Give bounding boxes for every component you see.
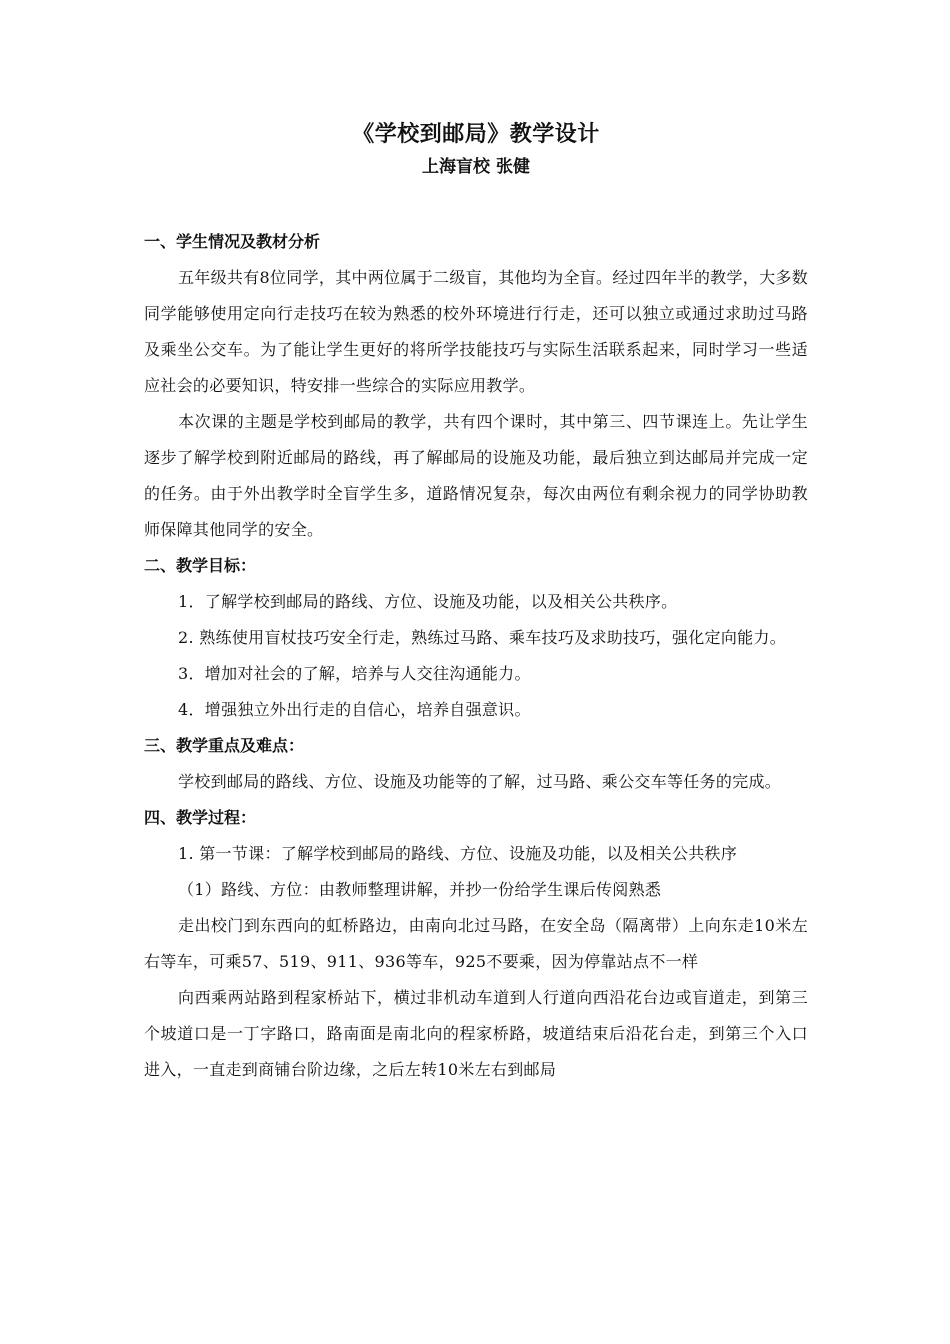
paragraph: 五年级共有8位同学，其中两位属于二级盲，其他均为全盲。经过四年半的教学，大多数同学能够使用定向行走技巧在较为熟悉的校外环境进行行走，还可以独立或通过求助过马路及乘坐公交车。为了能让学生更好的将所学技能技巧与实际生活联系起来，同时学习一些适应社会的必要知识，特安排一些综合的实际应用教学。	[144, 268, 808, 395]
paragraph: （1）路线、方位：由教师整理讲解，并抄一份给学生课后传阅熟悉	[178, 880, 662, 899]
paragraph: 走出校门到东西向的虹桥路边，由南向北过马路，在安全岛（隔离带）上向东走10米左右等车，可乘57、519、911、936等车，925不要乘，因为停靠站点不一样	[144, 916, 808, 971]
goal-item: 1．了解学校到邮局的路线、方位、设施及功能，以及相关公共秩序。	[178, 592, 678, 611]
section-teaching-process	[144, 800, 808, 1088]
section-heading: 三、教学重点及难点：	[144, 736, 305, 755]
document-author: 上海盲校 张健	[422, 157, 530, 177]
paragraph: 本次课的主题是学校到邮局的教学，共有四个课时，其中第三、四节课连上。先让学生逐步了解学校到附近邮局的路线，再了解邮局的设施及功能，最后独立到达邮局并完成一定的任务。由于外出教学时全盲学生多，道路情况复杂，每次由两位有剩余视力的同学协助教师保障其他同学的安全。	[144, 412, 808, 539]
document-title: 《学校到邮局》教学设计	[352, 122, 600, 147]
paragraph: 学校到邮局的路线、方位、设施及功能等的了解，过马路、乘公交车等任务的完成。	[178, 772, 782, 791]
section-heading: 四、教学过程：	[144, 808, 257, 827]
paragraph: 向西乘两站路到程家桥站下，横过非机动车道到人行道向西沿花台边或盲道走，到第三个坡道口是一丁字路口，路南面是南北向的程家桥路，坡道结束后沿花台走，到第三个入口进入，一直走到商铺台阶边缘，之后左转10米左右到邮局	[144, 988, 808, 1079]
section-heading: 一、学生情况及教材分析	[144, 232, 321, 251]
section-teaching-goals	[144, 548, 808, 728]
goal-item: 3．增加对社会的了解，培养与人交往沟通能力。	[178, 664, 531, 683]
section-key-points	[144, 728, 808, 800]
section-student-analysis	[144, 224, 808, 548]
section-heading: 二、教学目标：	[144, 556, 257, 575]
document-page	[144, 118, 808, 1088]
goal-item: 2. 熟练使用盲杖技巧安全行走，熟练过马路、乘车技巧及求助技巧，强化定向能力。	[178, 628, 787, 647]
paragraph: 1. 第一节课：了解学校到邮局的路线、方位、设施及功能，以及相关公共秩序	[178, 844, 738, 863]
goal-item: 4．增强独立外出行走的自信心，培养自强意识。	[178, 700, 531, 719]
